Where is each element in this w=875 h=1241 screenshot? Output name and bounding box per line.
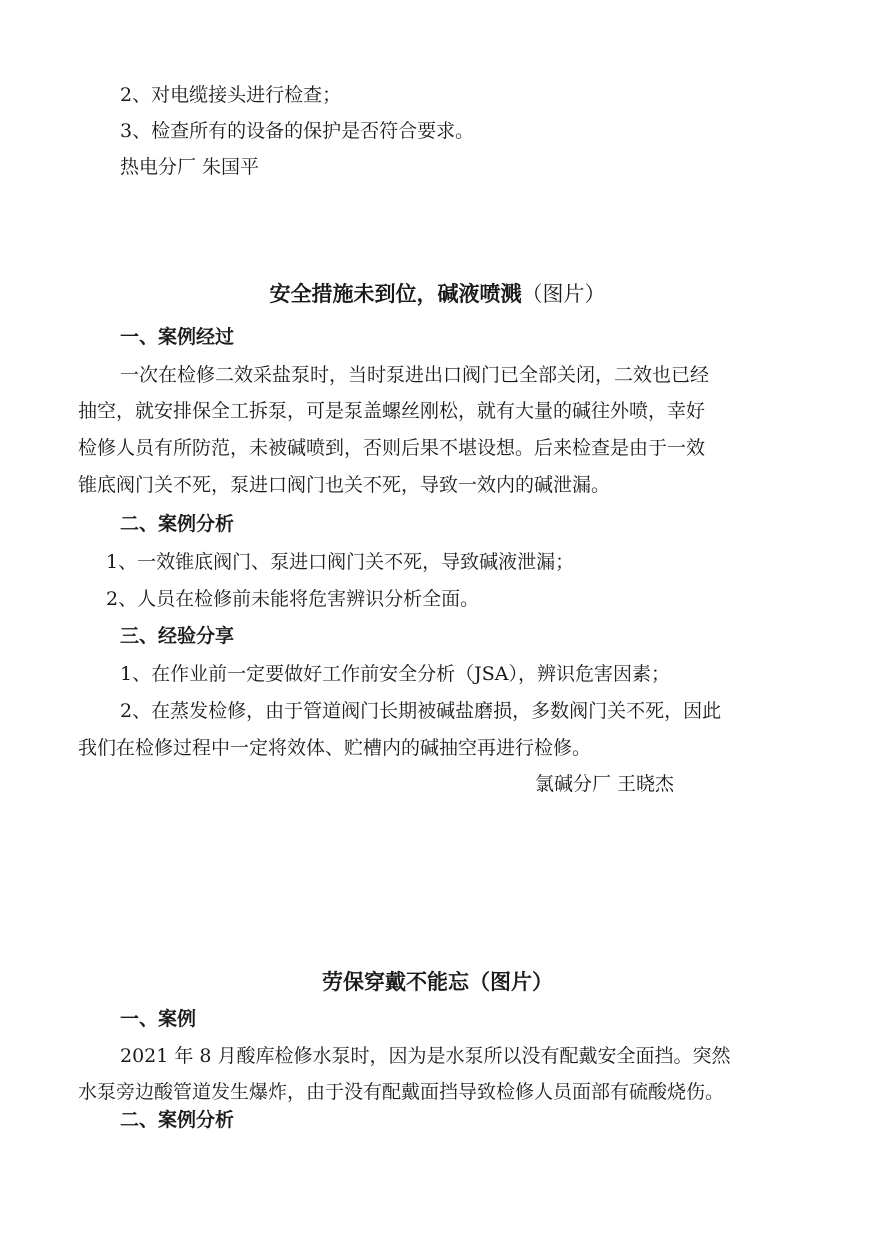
section-heading: 二、案例分析: [120, 1109, 235, 1131]
signature: 热电分厂 朱国平: [120, 156, 260, 178]
section-heading: 三、经验分享: [120, 625, 235, 647]
section-heading: 二、案例分析: [120, 513, 235, 535]
paragraph-line: 水泵旁边酸管道发生爆炸，由于没有配戴面挡导致检修人员面部有硫酸烧伤。: [78, 1081, 725, 1103]
article-title-suffix: （图片）: [521, 282, 606, 306]
list-item: 3、检查所有的设备的保护是否符合要求。: [120, 120, 475, 142]
article-title: [0, 280, 875, 308]
list-item: 1、在作业前一定要做好工作前安全分析（JSA），辨识危害因素；: [120, 663, 670, 685]
section-heading: 一、案例: [120, 1008, 197, 1030]
list-item: 2、在蒸发检修，由于管道阀门长期被碱盐磨损，多数阀门关不死，因此: [120, 700, 722, 722]
list-item: 2、人员在检修前未能将危害辨识分析全面。: [106, 588, 480, 610]
article-title-text: 安全措施未到位，碱液喷溅: [269, 282, 522, 306]
article-title: 劳保穿戴不能忘（图片）: [322, 970, 553, 994]
signature: 氯碱分厂 王晓杰: [535, 773, 675, 795]
paragraph-line: 2021 年 8 月酸库检修水泵时，因为是水泵所以没有配戴安全面挡。突然: [120, 1045, 731, 1067]
list-item: 我们在检修过程中一定将效体、贮槽内的碱抽空再进行检修。: [78, 737, 592, 759]
paragraph-line: 抽空，就安排保全工拆泵，可是泵盖螺丝刚松，就有大量的碱往外喷，幸好: [78, 400, 706, 422]
paragraph-line: 检修人员有所防范，未被碱喷到，否则后果不堪设想。后来检查是由于一效: [78, 437, 706, 459]
list-item: 2、对电缆接头进行检查；: [120, 84, 342, 106]
list-item: 1、一效锥底阀门、泵进口阀门关不死，导致碱液泄漏；: [106, 551, 575, 573]
section-heading: 一、案例经过: [120, 326, 235, 348]
paragraph-line: 锥底阀门关不死，泵进口阀门也关不死，导致一效内的碱泄漏。: [78, 474, 611, 496]
paragraph-line: 一次在检修二效采盐泵时，当时泵进出口阀门已全部关闭，二效也已经: [120, 364, 710, 386]
